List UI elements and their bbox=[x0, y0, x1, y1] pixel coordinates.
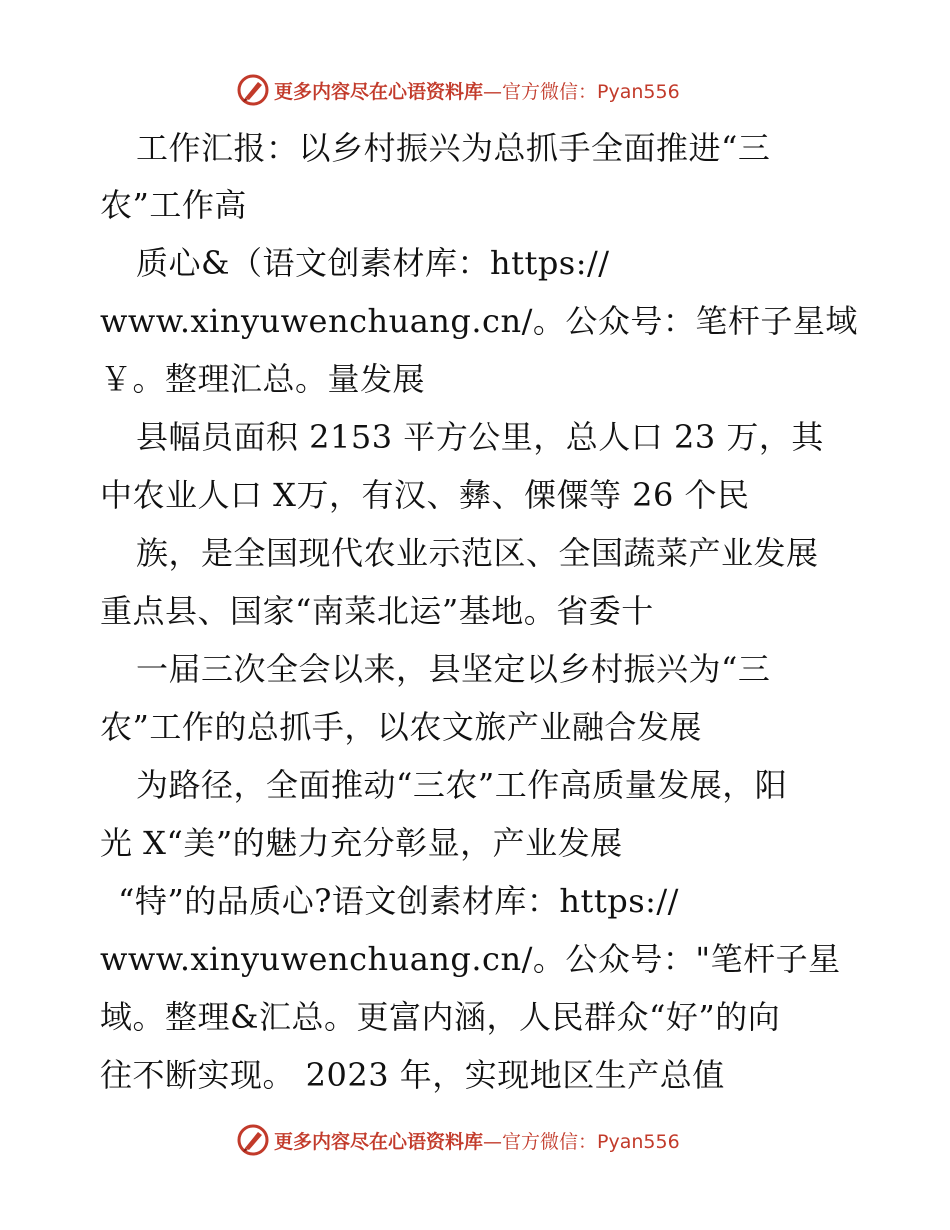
text-line: 光 X“美”的魅力充分彰显，产业发展 bbox=[100, 824, 623, 862]
text-line: ￥。整理汇总。量发展 bbox=[100, 360, 426, 398]
text-line: 族，是全国现代农业示范区、全国蔬菜产业发展 bbox=[136, 534, 819, 572]
text-line: 域。整理&汇总。更富内涵，人民群众“好”的向 bbox=[100, 998, 781, 1036]
pen-quill-logo-icon bbox=[236, 1123, 270, 1157]
banner-contact-text: 官方微信：Pyan556 bbox=[502, 80, 680, 103]
header-banner bbox=[236, 72, 756, 108]
pen-quill-logo-icon bbox=[236, 73, 270, 107]
banner-text bbox=[274, 1127, 680, 1154]
text-line: 质心&（语文创素材库：https:// bbox=[136, 244, 610, 282]
text-line: 为路径，全面推动“三农”工作高质量发展，阳 bbox=[136, 766, 788, 804]
banner-contact-text: 官方微信：Pyan556 bbox=[502, 1130, 680, 1153]
banner-text bbox=[274, 77, 680, 104]
text-line: 农”工作的总抓手，以农文旅产业融合发展 bbox=[100, 708, 702, 746]
banner-dash: — bbox=[483, 80, 503, 103]
footer-banner bbox=[236, 1122, 756, 1158]
text-line: www.xinyuwenchuang.cn/。公众号："笔杆子星 bbox=[100, 940, 841, 978]
text-line: 一届三次全会以来，县坚定以乡村振兴为“三 bbox=[136, 650, 771, 688]
text-line: 县幅员面积 2153 平方公里，总人口 23 万，其 bbox=[136, 418, 824, 456]
text-line: 农”工作高 bbox=[100, 186, 247, 224]
banner-dash: — bbox=[483, 1130, 503, 1153]
text-line: 中农业人口 X万，有汉、彝、傈僳等 26 个民 bbox=[100, 476, 750, 514]
banner-site-text: 更多内容尽在心语资料库 bbox=[274, 1130, 484, 1153]
text-line: “特”的品质心?语文创素材库：https:// bbox=[118, 882, 679, 920]
text-line: 重点县、国家“南菜北运”基地。省委十 bbox=[100, 592, 654, 630]
banner-site-text: 更多内容尽在心语资料库 bbox=[274, 80, 484, 103]
text-line: www.xinyuwenchuang.cn/。公众号：笔杆子星域 bbox=[100, 302, 858, 340]
text-line: 往不断实现。 2023 年，实现地区生产总值 bbox=[100, 1056, 725, 1094]
text-line: 工作汇报：以乡村振兴为总抓手全面推进“三 bbox=[136, 129, 771, 167]
